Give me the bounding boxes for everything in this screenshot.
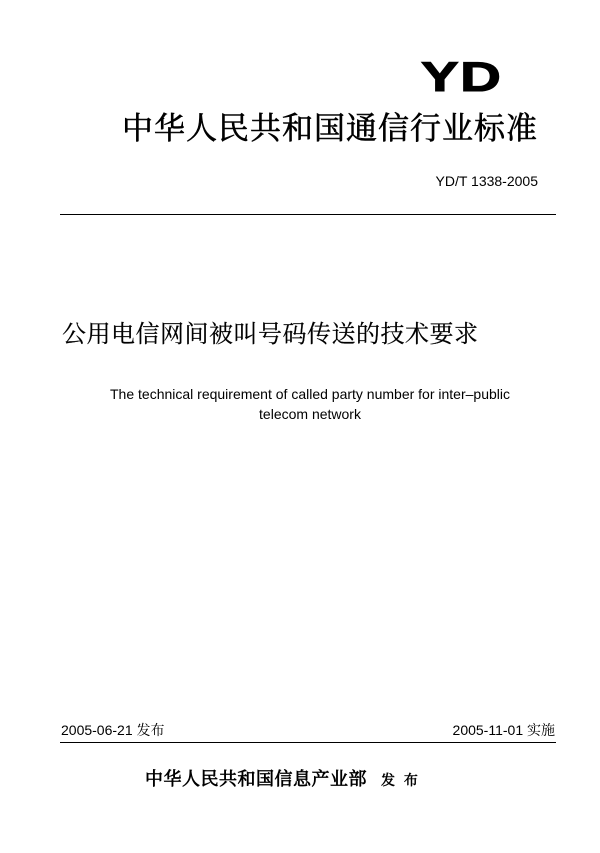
standard-code: YD/T 1338-2005 bbox=[435, 173, 538, 189]
issue-date: 2005-06-21 发布 bbox=[61, 722, 165, 738]
bottom-divider bbox=[60, 742, 556, 743]
yd-logo: YD bbox=[420, 53, 502, 100]
document-title-chinese: 公用电信网间被叫号码传送的技术要求 bbox=[62, 320, 479, 348]
publisher-line bbox=[145, 771, 420, 789]
english-title-line-1: The technical requirement of called party number for inter–public bbox=[110, 386, 510, 402]
top-divider bbox=[60, 214, 556, 215]
standard-title: 中华人民共和国通信行业标准 bbox=[122, 111, 538, 147]
publisher-action: 发 布 bbox=[381, 773, 420, 789]
publisher-name: 中华人民共和国信息产业部 bbox=[145, 769, 367, 790]
implementation-date: 2005-11-01 实施 bbox=[452, 722, 555, 738]
document-title-english bbox=[62, 384, 558, 425]
english-title-line-2: telecom network bbox=[259, 406, 361, 423]
